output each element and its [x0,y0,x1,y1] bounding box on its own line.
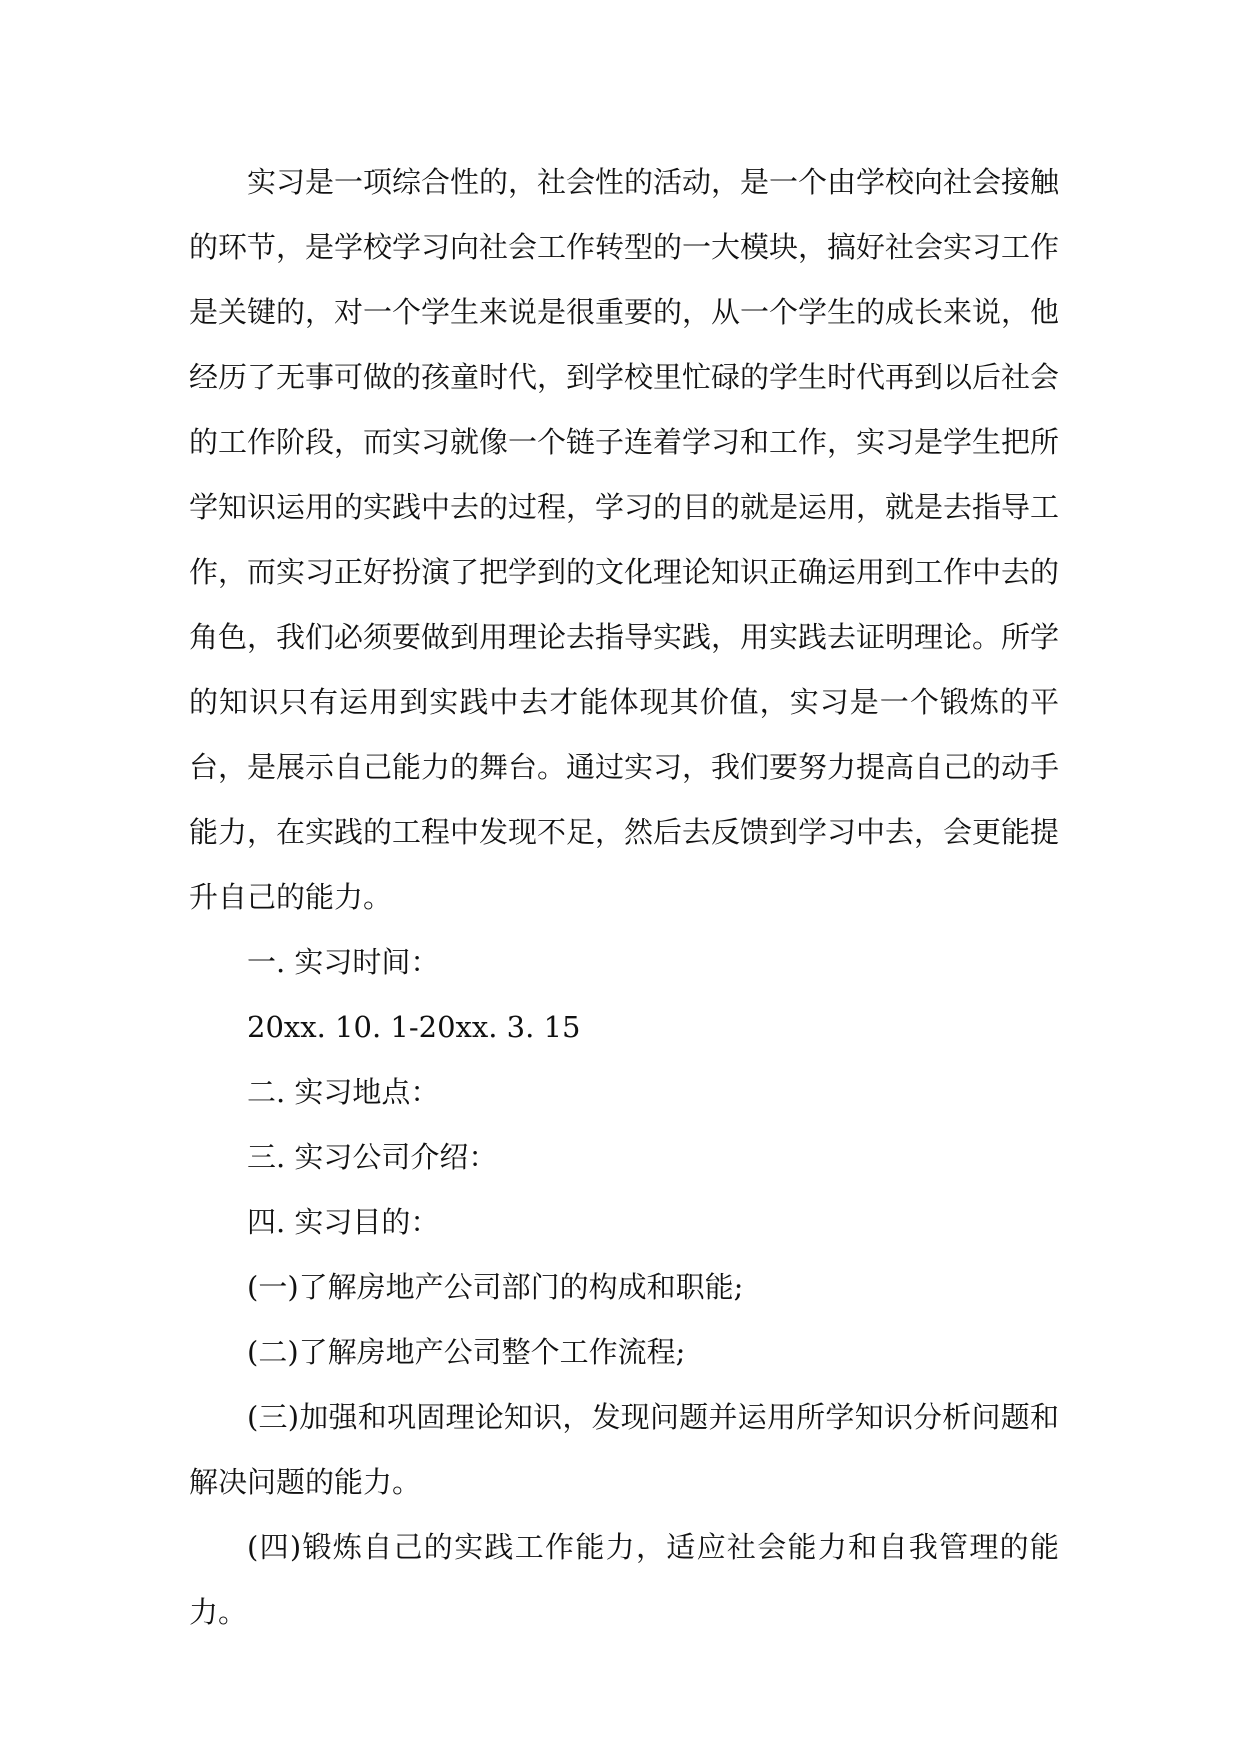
internship-place-heading: 二. 实习地点： [247,1075,440,1109]
internship-purpose-heading: 四. 实习目的： [247,1205,440,1239]
document-page [189,150,1059,1645]
purpose-item-2: (二)了解房地产公司整个工作流程; [247,1335,686,1369]
intro-paragraph: 实习是一项综合性的，社会性的活动，是一个由学校向社会接触的环节，是学校学习向社会工作转型的一大模块，搞好社会实习工作是关键的，对一个学生来说是很重要的，从一个学生的成长来说，他经历了无事可做的孩童时代，到学校里忙碌的学生时代再到以后社会的工作阶段，而实习就像一个链子连着学习和工作，实习是学生把所学知识运用的实践中去的过程，学习的目的就是运用，就是去指导工作，而实习正好扮演了把学到的文化理论知识正确运用到工作中去的角色，我们必须要做到用理论去指导实践，用实践去证明理论。所学的知识只有运用到实践中去才能体现其价值，实习是一个锻炼的平台，是展示自己能力的舞台。通过实习，我们要努力提高自己的动手能力，在实践的工程中发现不足，然后去反馈到学习中去，会更能提升自己的能力。 [189,165,1060,914]
purpose-item-1: (一)了解房地产公司部门的构成和职能; [247,1270,744,1304]
internship-time-heading: 一. 实习时间： [247,945,440,979]
company-intro-heading: 三. 实习公司介绍： [247,1140,498,1174]
purpose-item-4: (四)锻炼自己的实践工作能力，适应社会能力和自我管理的能力。 [189,1530,1059,1629]
purpose-item-3: (三)加强和巩固理论知识，发现问题并运用所学知识分析问题和解决问题的能力。 [189,1400,1059,1499]
internship-time-value: 20xx. 10. 1-20xx. 3. 15 [247,1010,581,1044]
